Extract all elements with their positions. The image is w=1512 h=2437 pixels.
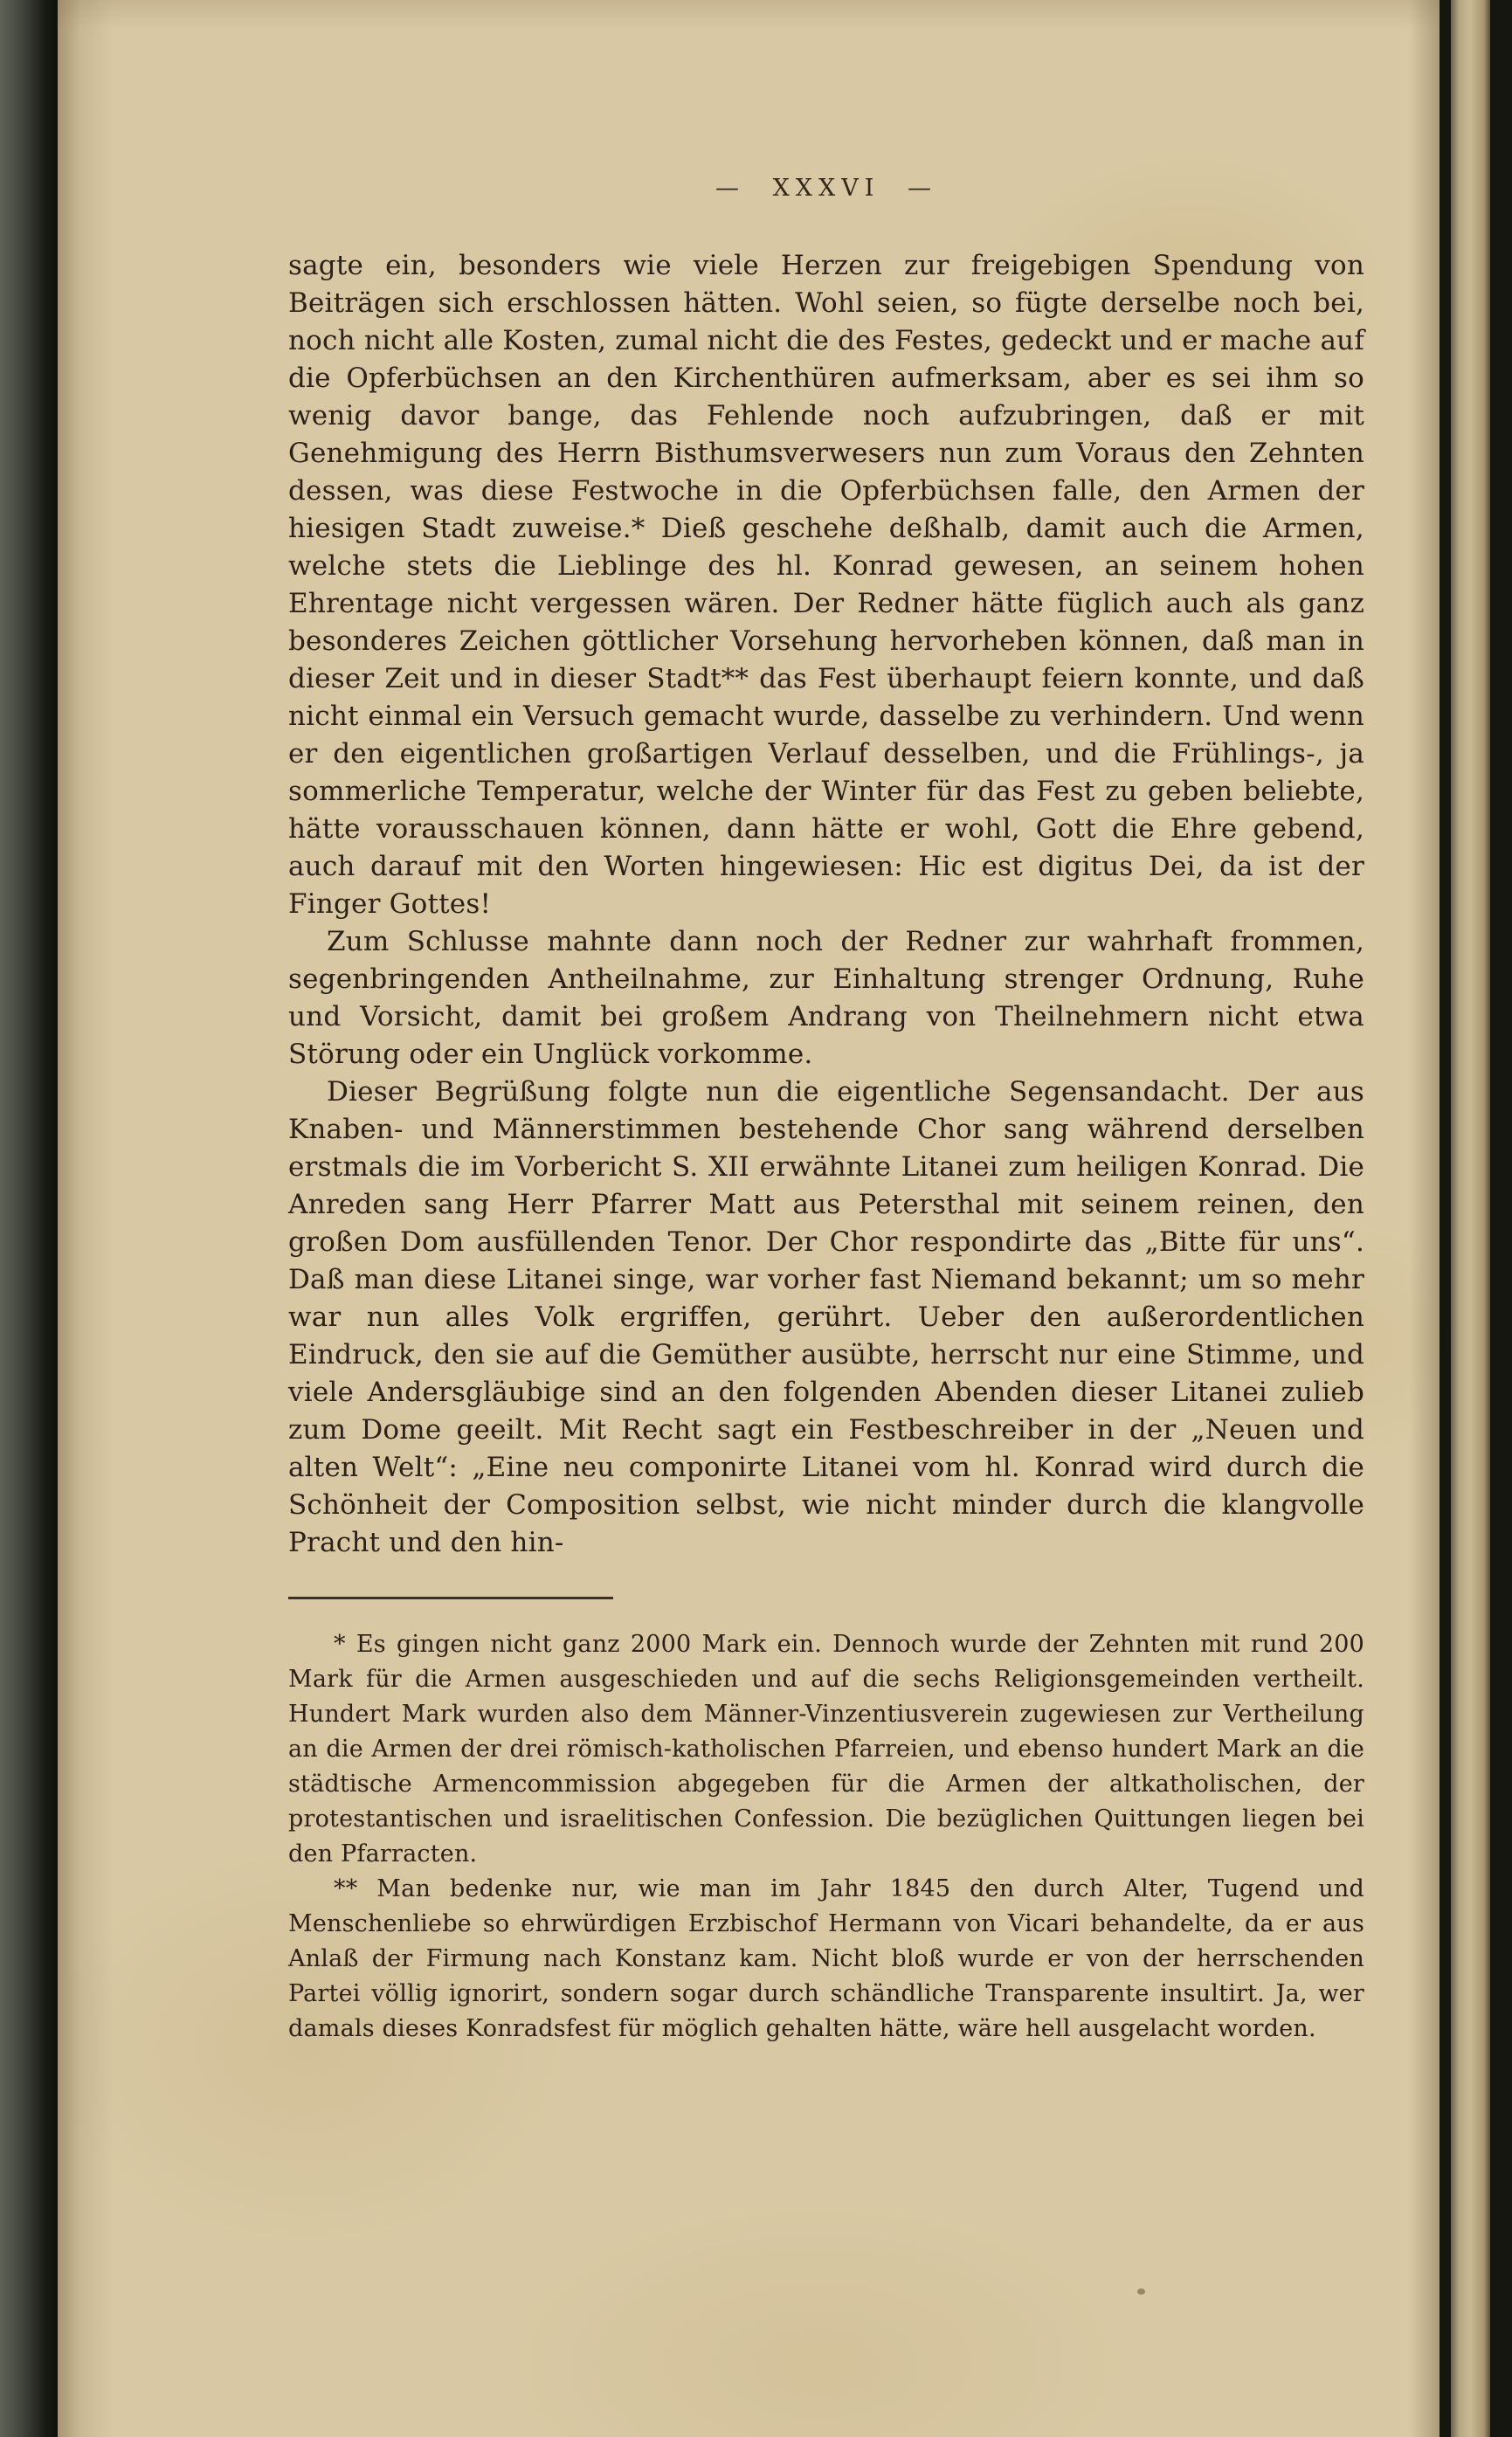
- footnote-separator: [288, 1597, 613, 1599]
- paper-speck: [1137, 2289, 1145, 2295]
- book-page: [58, 0, 1440, 2437]
- body-paragraph: sagte ein, besonders wie viele Herzen zur freigebigen Spendung von Beiträgen sich erschlossen hätten. Wohl seien, so fügte derselbe noch bei, noch nicht alle Kosten, zumal nicht die des Festes, gedeckt und er mache auf die Opferbüchsen an den Kirchenthüren aufmerksam, aber es sei ihm so wenig davor bange, das Fehlende noch aufzubringen, daß er mit Genehmigung des Herrn Bisthumsverwesers nun zum Voraus den Zehnten dessen, was diese Festwoche in die Opferbüchsen falle, den Armen der hiesigen Stadt zuweise.* Dieß geschehe deßhalb, damit auch die Armen, welche stets die Lieblinge des hl. Konrad gewesen, an seinem hohen Ehrentage nicht vergessen wären. Der Redner hätte füglich auch als ganz besonderes Zeichen göttlicher Vorsehung hervorheben können, daß man in dieser Zeit und in dieser Stadt** das Fest überhaupt feiern konnte, und daß nicht einmal ein Versuch gemacht wurde, dasselbe zu verhindern. Und wenn er den eigentlichen großartigen Verlauf desselben, und die Frühlings-, ja sommerliche Temperatur, welche der Winter für das Fest zu geben beliebte, hätte vorausschauen können, dann hätte er wohl, Gott die Ehre gebend, auch darauf mit den Worten hingewiesen: Hic est digitus Dei, da ist der Finger Gottes!: [288, 250, 1364, 920]
- footnote: * Es gingen nicht ganz 2000 Mark ein. Dennoch wurde der Zehnten mit rund 200 Mark für die Armen ausgeschieden und auf die sechs Religionsgemeinden vertheilt. Hundert Mark wurden also dem Männer-Vinzentiusverein zugewiesen zur Vertheilung an die Armen der drei römisch-katholischen Pfarreien, und ebenso hundert Mark an die städtische Armencommission abgegeben für die Armen der altkatholischen, der protestantischen und israelitischen Confession. Die bezüglichen Quittungen liegen bei den Pfarracten.: [288, 1631, 1364, 1867]
- body-paragraph: Dieser Begrüßung folgte nun die eigentliche Segensandacht. Der aus Knaben- und Männerstimmen bestehende Chor sang während derselben erstmals die im Vorbericht S. XII erwähnte Litanei zum heiligen Konrad. Die Anreden sang Herr Pfarrer Matt aus Petersthal mit seinem reinen, den großen Dom ausfüllenden Tenor. Der Chor respondirte das „Bitte für uns“. Daß man diese Litanei singe, war vorher fast Niemand bekannt; um so mehr war nun alles Volk ergriffen, gerührt. Ueber den außerordentlichen Eindruck, den sie auf die Gemüther ausübte, herrscht nur eine Stimme, und viele Andersgläubige sind an den folgenden Abenden dieser Litanei zulieb zum Dome geeilt. Mit Recht sagt ein Festbeschreiber in der „Neuen und alten Welt“: „Eine neu componirte Litanei vom hl. Konrad wird durch die Schönheit der Composition selbst, wie nicht minder durch die klangvolle Pracht und den hin-: [288, 1076, 1364, 1558]
- page-content: [58, 0, 1440, 2047]
- page-number-header: — XXXVI —: [715, 175, 937, 202]
- body-paragraph: Zum Schlusse mahnte dann noch der Redner zur wahrhaft frommen, segenbringenden Antheilnahme, zur Einhaltung strenger Ordnung, Ruhe und Vorsicht, damit bei großem Andrang von Theilnehmern nicht etwa Störung oder ein Unglück vorkomme.: [288, 926, 1364, 1070]
- footnote: ** Man bedenke nur, wie man im Jahr 1845 den durch Alter, Tugend und Menschenliebe so ehrwürdigen Erzbischof Hermann von Vicari behandelte, da er aus Anlaß der Firmung nach Konstanz kam. Nicht bloß wurde er von der herrschenden Partei völlig ignorirt, sondern sogar durch schändliche Transparente insultirt. Ja, wer damals dieses Konradsfest für möglich gehalten hätte, wäre hell ausgelacht worden.: [288, 1875, 1364, 2042]
- adjacent-page-edge: [1451, 0, 1490, 2437]
